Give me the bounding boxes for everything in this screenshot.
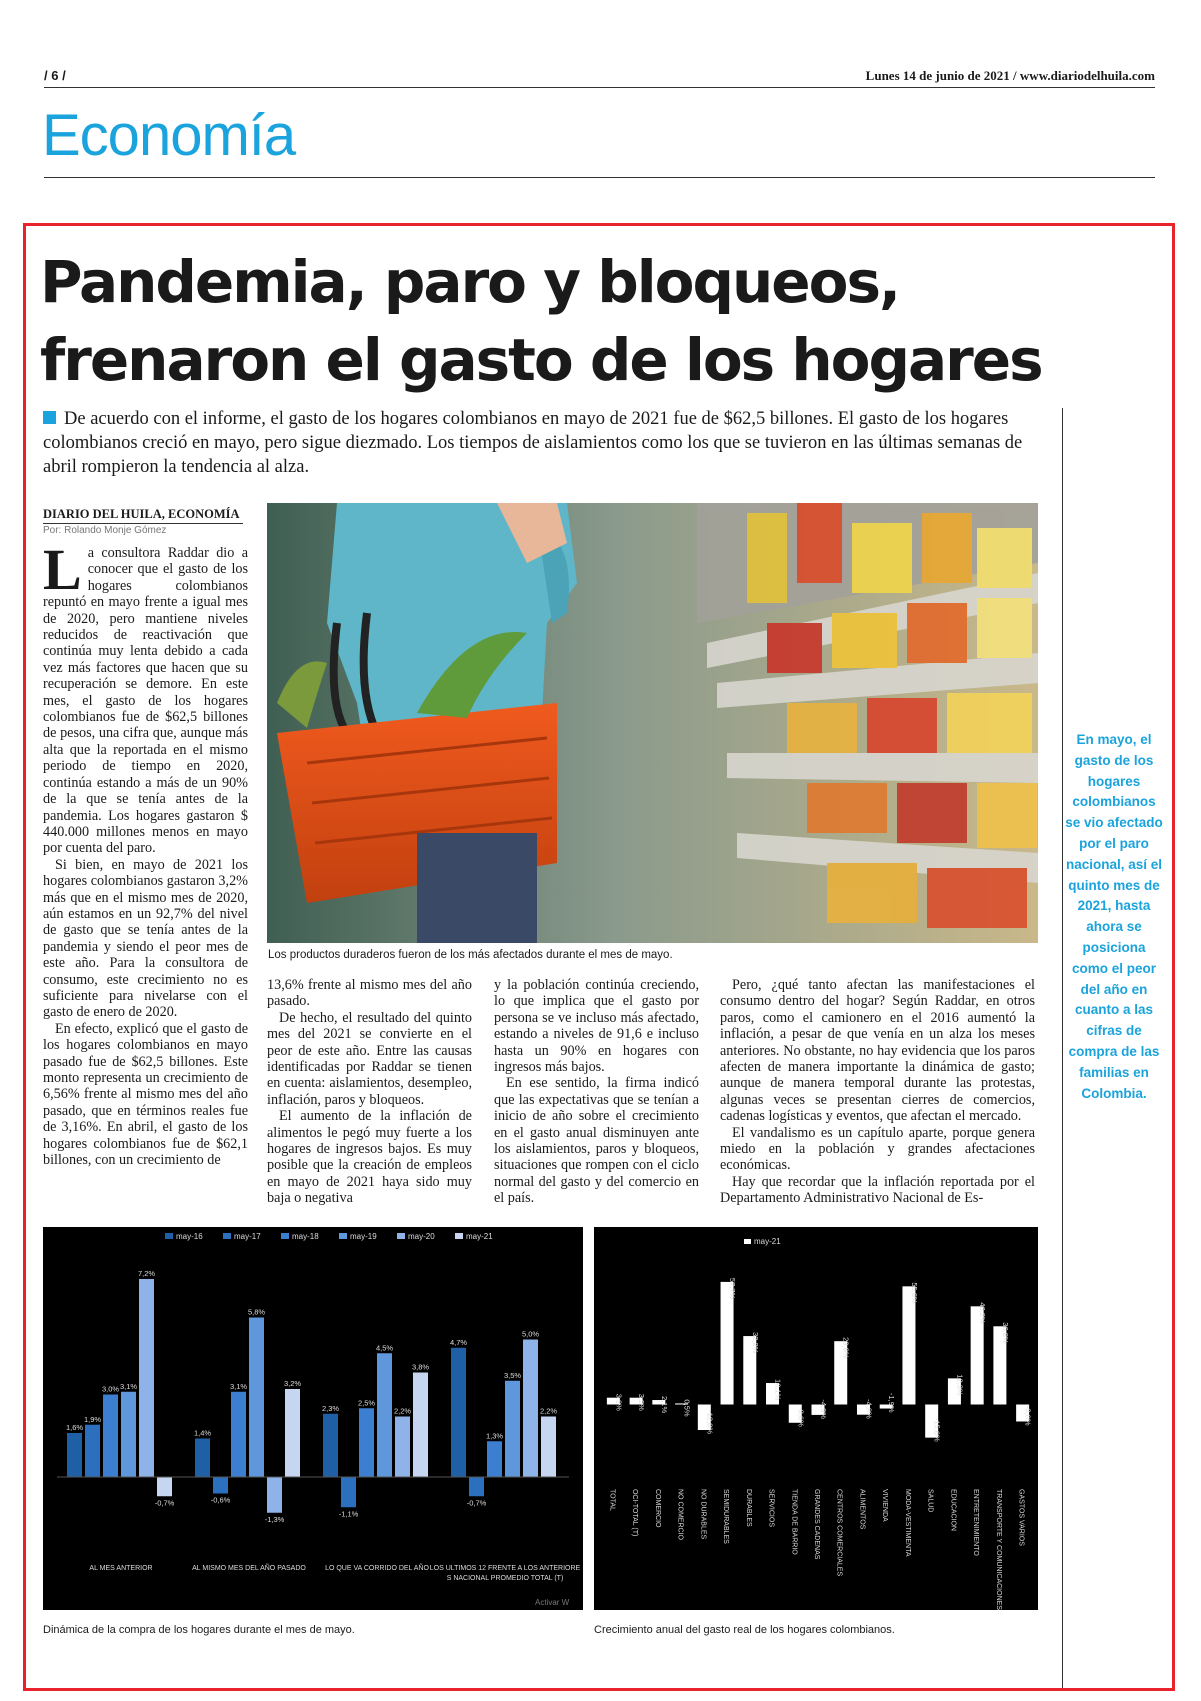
data-label: -4,8% [864,1399,874,1419]
legend-label: may-21 [754,1237,781,1246]
bar [103,1395,118,1478]
category-label: MODA-VESTIMENTA [903,1489,911,1557]
paragraph: Si bien, en mayo de 2021 los hogares colombianos gastaron 3,2% más que en el mismo mes de 2020, aún estamos en un 92,7% del nivel de gasto que se tenía antes de la pandemia y siendo el peor mes de este año. Para la consultora de consumo, este crecimiento no es suficiente para nivelarse con el gasto de enero de 2020. [43,856,248,1021]
photo-illustration [267,503,1038,943]
chart-left-caption: Dinámica de la compra de los hogares durante el mes de mayo. [43,1624,355,1636]
data-label: 12,3% [955,1374,965,1396]
legend-label: may-19 [350,1232,377,1241]
paragraph: Pero, ¿qué tanto afectan las manifestaciones el consumo dentro del hogar? Según Raddar, en otros paros, como el camionero en el 2016 aumentó la inflación, a pesar de que venía en un alza los meses anteriores. No obstante, no hay evidencia que los paros afecten de manera importante la dinámica de gasto; aunque de manera temporal durante las protestas, algunas veces se presentan cierres de comercios, cadenas logísticas y eventos, que afectan el mercado. [720,977,1035,1125]
legend-swatch [744,1239,751,1244]
category-label: NO COMERCIO [676,1489,684,1540]
headline-line-1: Pandemia, paro y bloqueos, [40,248,900,316]
bar [377,1353,392,1477]
data-label: 5,8% [247,1307,266,1317]
legend-swatch [339,1233,347,1239]
bar [505,1381,520,1477]
bar [285,1389,300,1477]
data-label: 5,0% [521,1329,540,1339]
bar [267,1477,282,1513]
category-label: COMERCIO [653,1489,661,1528]
data-label: -8,6% [796,1407,806,1427]
data-label: 57,7% [728,1277,738,1300]
date-line: Lunes 14 de junio de 2021 / www.diariodelhuila.com [865,68,1155,83]
data-label: 3,8% [411,1362,430,1372]
data-label: 3,1% [119,1381,138,1391]
sidebar-divider [1062,408,1063,1688]
category-label: TIENDA DE BARRIO [790,1489,798,1555]
bar [359,1408,374,1477]
data-label: 10,1% [773,1379,783,1401]
category-label: AL MISMO MES DEL AÑO PASADO [192,1565,306,1572]
chart-purchase-dynamics [43,1227,583,1610]
data-label: -1,9% [887,1392,897,1413]
data-label: 3,0% [101,1384,120,1394]
data-label: -0,7% [154,1498,175,1508]
bar [85,1425,100,1477]
data-label: 3,2% [614,1393,624,1411]
bar [341,1477,356,1507]
bar [157,1477,172,1496]
legend-swatch [223,1233,231,1239]
category-label: GRANDES CADENAS [813,1489,820,1560]
category-label: ENTRETENIMIENTO [972,1489,980,1556]
category-label: SALUD [926,1489,934,1513]
data-label: 4,5% [375,1343,394,1353]
data-label: 2,1% [659,1396,669,1414]
data-label: 2,5% [357,1398,376,1408]
bar [413,1373,428,1478]
bar [121,1392,136,1477]
bar [541,1417,556,1478]
section-title: Economía [42,103,296,168]
lead-paragraph [43,407,1043,479]
data-label: 32,2% [750,1332,760,1354]
category-label: SEMIDURABLES [722,1489,730,1544]
data-label: 0,5% [682,1399,692,1417]
lead-text: De acuerdo con el informe, el gasto de los hogares colombianos en mayo de 2021 fue de $62,5 billones. El gasto de los hogares colombianos creció en mayo, pero sigue diezmado. Los tiempos de aislamientos como los que se tuvieron en las últimas semanas de abril rompieron la tendencia al alza. [43,409,1023,477]
bar [195,1439,210,1478]
category-label: SERVICIOS [767,1489,775,1527]
chart-right-svg [594,1227,1038,1610]
headline-line-2: frenaron el gasto de los hogares [40,326,1042,394]
bar [67,1433,82,1477]
byline-organization: DIARIO DEL HUILA, ECONOMÍA [43,507,243,524]
data-label: -4,9% [819,1399,828,1419]
site-link[interactable]: www.diariodelhuila.com [1019,68,1155,83]
data-label: -12,0% [705,1410,715,1434]
square-bullet-icon [43,411,56,424]
paragraph: El aumento de la inflación de alimentos le pegó muy fuerte a los hogares de ingresos bajos. Es muy posible que la creación de empleos en mayo de 2021 haya sido muy baja o negativa [267,1108,472,1207]
bar [469,1477,484,1496]
paragraph: El vandalismo es un capítulo aparte, porque genera miedo en la población y grandes afectaciones económicas. [720,1124,1035,1174]
category-label: VIVIENDA [881,1489,889,1522]
legend-label: may-20 [408,1232,435,1241]
data-label: 46,2% [978,1302,988,1324]
section-divider [44,177,1155,178]
legend-label: may-18 [292,1232,319,1241]
data-label: 2,2% [393,1406,412,1416]
data-label: 1,4% [193,1428,212,1438]
article-column-3 [494,977,699,1222]
bar [721,1282,734,1405]
category-label: GASTOS VARIOS [1017,1489,1025,1546]
drop-cap: L [43,545,82,602]
bar [395,1417,410,1478]
photo-shopper-supermarket [267,503,1038,943]
chart-annual-growth [594,1227,1038,1610]
data-label: 1,6% [65,1423,84,1432]
bar [451,1348,466,1477]
data-label: 1,3% [485,1431,504,1441]
bar [323,1414,338,1477]
data-label: 3,2% [283,1379,302,1388]
category-label: NO DURABLES [699,1489,707,1540]
category-label: LOS ULTIMOS 12 FRENTE A LOS ANTERIORE [429,1565,581,1572]
paragraph: La consultora Raddar dio a conocer que el gasto de los hogares colombianos repuntó en mayo frente a igual mes de 2020, pero mantiene niveles reducidos de reactivación que continúa muy lenta debido a cada vez más factores que hacen que su recuperación se demore. En este mes, el gasto de los hogares colombianos fue de $62,5 billones de pesos, una cifra que, aunque más alta que la reportada en el mismo periodo de tiempo en 2020, continúa estando a más de un 90% de la que se tenía antes de la pandemia. Los hogares gastaron $ 440.000 millones menos en mayo por cuenta del paro. [43,545,248,857]
pullquote: En mayo, el gasto de los hogares colombianos se vio afectado por el paro nacional, así el quinto mes de 2021, hasta ahora se posiciona como el peor del año en cuanto a las cifras de compra de las familias en Colombia. [1065,732,1163,1101]
data-label: 4,7% [449,1337,468,1347]
article-column-1 [43,545,248,1225]
category-label: CENTROS COMERCIALES [835,1489,843,1577]
data-label: -1,1% [338,1509,359,1519]
legend-swatch [165,1233,173,1239]
paragraph: En efecto, explicó que el gasto de los hogares colombianos en mayo pasado fue de $62,5 billones. Este monto representa un crecimiento de 6,56% frente al mismo mes del año pasado, que en términos reales fue de 3,16%. En abril, el gasto de los hogares colombianos fue de $62,1 billones, con un crecimiento de [43,1020,248,1169]
page-number: / 6 / [44,68,66,83]
bar [523,1340,538,1478]
data-label: -8,0% [1023,1405,1033,1426]
data-label: 3,5% [503,1370,522,1380]
data-label: -0,6% [210,1495,231,1505]
bar [231,1392,246,1477]
category-label: TRANSPORTE Y COMUNICACIONES [994,1489,1002,1610]
date: Lunes 14 de junio de 2021 [865,68,1010,83]
bar [213,1477,228,1494]
byline-author: Por: Rolando Monje Gómez [43,525,167,536]
legend-label: may-16 [176,1232,203,1241]
watermark-text: Activar W [535,1598,570,1607]
data-label: 29,8% [841,1337,851,1359]
legend-swatch [455,1233,463,1239]
category-label: EDUCACION [949,1489,957,1532]
bar [139,1279,154,1477]
bar [249,1318,264,1478]
paragraph: En ese sentido, la firma indicó que las expectativas que se tenían a inicio de año sobre el crecimiento en el gasto anual disminuyen ante los aislamientos, paros y bloqueos, situaciones que rompen con el ciclo normal del gasto y del comercio en el país. [494,1075,699,1207]
data-label: -0,7% [466,1498,487,1508]
data-label: 2,2% [539,1406,558,1416]
paragraph: 13,6% frente al mismo mes del año pasado. [267,977,472,1010]
legend-label: may-17 [234,1232,261,1241]
category-label: AL MES ANTERIOR [89,1565,153,1572]
data-label: 7,2% [137,1269,156,1278]
category-label: ALIMENTOS [858,1489,866,1530]
paragraph: Hay que recordar que la inflación reportada por el Departamento Administrativo Nacional de Es- [720,1173,1035,1207]
photo-caption: Los productos duraderos fueron de los más afectados durante el mes de mayo. [268,949,673,961]
headline [40,243,1160,399]
legend-swatch [397,1233,405,1239]
article-column-2 [267,977,472,1222]
data-label: -15,6% [932,1417,942,1442]
category-label: TOTAL [608,1489,616,1511]
chart-right-caption: Crecimiento anual del gasto real de los hogares colombianos. [594,1624,895,1636]
legend-swatch [281,1233,289,1239]
data-label: 3,1% [229,1381,248,1391]
data-label: 1,9% [83,1414,102,1424]
category-label: DURABLES [744,1489,752,1527]
data-label: 2,3% [321,1403,340,1413]
legend-label: may-21 [466,1232,493,1241]
article-column-4 [720,977,1035,1222]
bar [902,1286,915,1404]
data-label: 3,2% [637,1393,647,1411]
data-label: -1,3% [264,1514,285,1524]
bar [487,1441,502,1477]
paragraph: De hecho, el resultado del quinto mes del 2021 se convierte en el peor de este año. Entre las causas identificadas por Raddar se tienen en cuenta: aislamientos, desempleo, inflación, paros y bloqueos. [267,1009,472,1108]
category-label: OCI-TOTAL (T) [631,1489,639,1537]
paragraph: y la población continúa creciendo, lo que implica que el gasto por persona se ve incluso más afectado, estando a niveles de 91,6 e incluso hasta un 90% en hogares con ingresos más bajos. [494,977,699,1076]
category-label: LO QUE VA CORRIDO DEL AÑO [325,1565,429,1572]
chart-left-svg [43,1227,583,1610]
top-bar [44,66,1155,88]
data-label: 36,8% [1000,1322,1010,1344]
data-label: 55,6% [909,1282,919,1304]
category-label: S NACIONAL PROMEDIO TOTAL (T) [446,1575,564,1582]
